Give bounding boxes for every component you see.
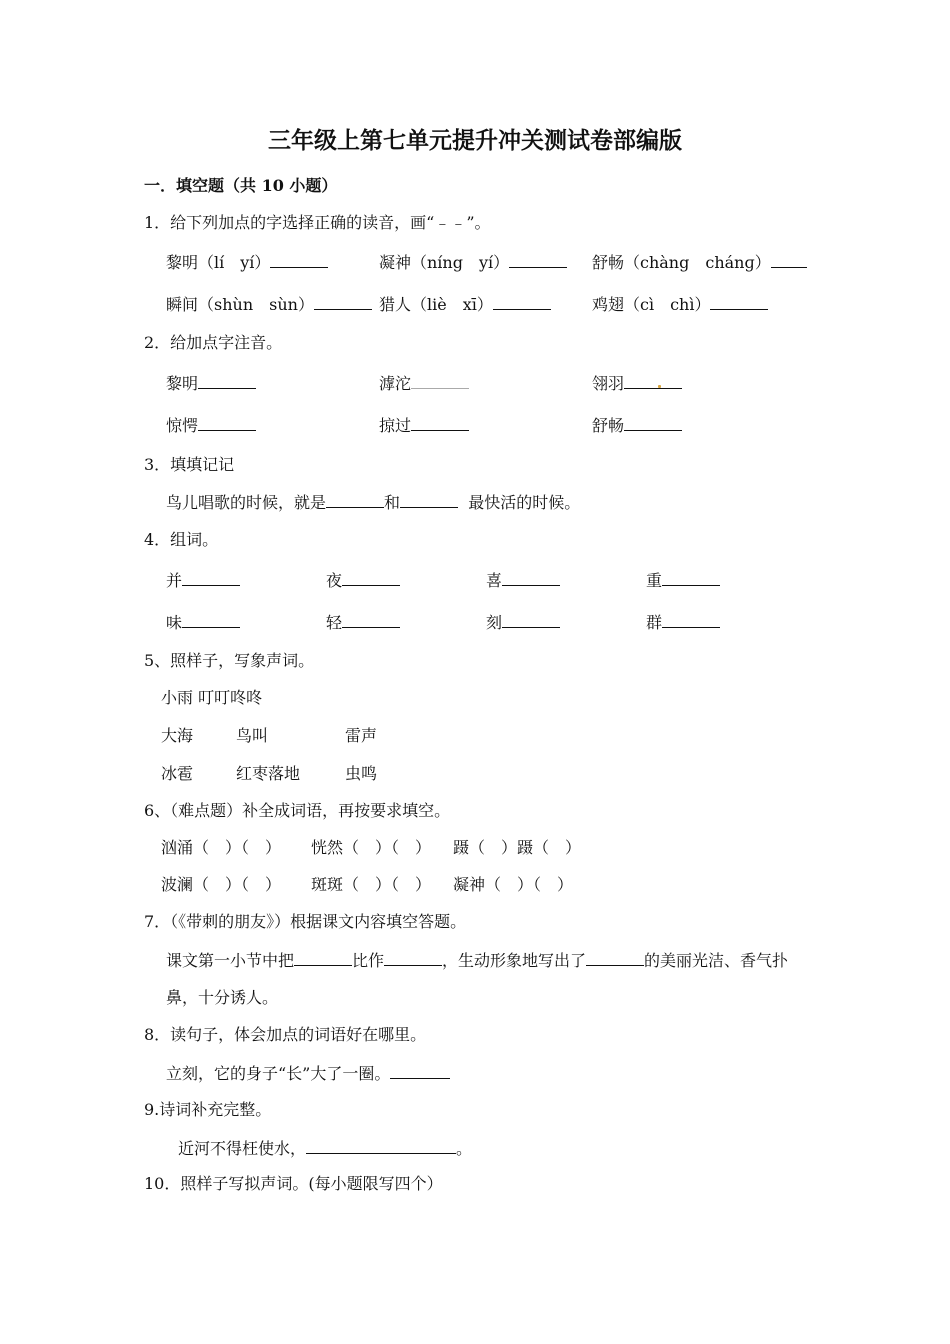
q4-prompt: 4．组词。 [144,530,219,549]
q2-item: 掠过 [379,415,469,436]
section-heading: 一．填空题（共 10 小题） [144,176,338,195]
answer-blank[interactable] [624,415,682,431]
q1-item: 瞬间（shùn sùn） [166,294,372,315]
answer-blank[interactable] [586,950,644,966]
q5-item: 红枣落地 [236,764,301,783]
q6-item: 凝神（ ）（ ） [453,875,574,894]
q2-item: 翎羽 [592,373,682,394]
q4-item: 群 [646,612,720,633]
answer-blank[interactable] [182,612,240,628]
q1-item: 鸡翅（cì chì） [592,294,768,315]
answer-blank[interactable] [411,373,469,389]
answer-blank[interactable] [314,294,372,310]
q7-sentence-continued: 鼻，十分诱人。 [166,988,279,1007]
q8-sentence: 立刻，它的身子“长”大了一圈。 [166,1063,450,1084]
answer-blank[interactable] [384,950,442,966]
q4-item: 并 [166,570,240,591]
answer-blank[interactable] [182,570,240,586]
answer-blank[interactable] [198,415,256,431]
answer-blank[interactable] [342,570,400,586]
q5-item: 大海 [161,726,194,745]
q4-item: 轻 [326,612,400,633]
q2-item: 舒畅 [592,415,682,436]
q10-prompt: 10．照样子写拟声词。(每小题限写四个） [144,1174,443,1193]
q2-item: 滹沱 [379,373,469,394]
answer-blank[interactable] [662,612,720,628]
q3-sentence: 鸟儿唱歌的时候，就是 和 最快活的时候。 [166,493,581,512]
answer-blank[interactable] [411,415,469,431]
answer-blank[interactable] [390,1063,450,1079]
answer-blank[interactable] [270,252,328,268]
q8-prompt: 8．读句子，体会加点的词语好在哪里。 [144,1025,427,1044]
answer-blank[interactable] [400,492,458,508]
q5-item: 虫鸣 [345,764,378,783]
q6-item: 恍然（ ）（ ） [311,838,432,857]
answer-blank[interactable] [326,492,384,508]
answer-blank[interactable] [662,570,720,586]
q7-prompt: 7．（《带刺的朋友》）根据课文内容填空答题。 [144,912,467,931]
q9-prompt: 9.诗词补充完整。 [144,1100,272,1119]
q1-item: 猎人（liè xī） [379,294,551,315]
stray-mark [658,385,661,388]
q4-item: 刻 [486,612,560,633]
q4-item: 夜 [326,570,400,591]
q6-item: 汹涌（ ）（ ） [161,838,282,857]
answer-blank[interactable] [509,252,567,268]
q1-item: 黎明（lí yí） [166,252,328,273]
answer-blank[interactable] [342,612,400,628]
answer-blank[interactable] [710,294,768,310]
answer-blank[interactable] [624,373,682,389]
q4-item: 味 [166,612,240,633]
q9-poem-line: 近河不得枉使水， 。 [178,1139,473,1158]
q3-prompt: 3．填填记记 [144,455,235,474]
q2-item: 惊愕 [166,415,256,436]
q4-item: 喜 [486,570,560,591]
q6-prompt: 6、（难点题）补全成词语，再按要求填空。 [144,801,451,820]
q2-prompt: 2．给加点字注音。 [144,333,283,352]
answer-blank[interactable] [306,1138,456,1154]
answer-blank[interactable] [771,252,807,268]
q7-sentence: 课文第一小节中把 比作 ，生动形象地写出了 的美丽光洁、香气扑 [166,951,789,970]
q1-item: 凝神（níng yí） [379,252,567,273]
q5-example: 小雨 叮叮咚咚 [161,688,263,707]
q2-item: 黎明 [166,373,256,394]
q5-item: 冰雹 [161,764,194,783]
answer-blank[interactable] [502,612,560,628]
answer-blank[interactable] [493,294,551,310]
q5-item: 鸟叫 [236,726,269,745]
answer-blank[interactable] [294,950,352,966]
answer-blank[interactable] [502,570,560,586]
q5-item: 雷声 [345,726,378,745]
q1-item: 舒畅（chàng chánɡ） [592,252,807,273]
page-title: 三年级上第七单元提升冲关测试卷部编版 [268,127,682,154]
q6-item: 波澜（ ）（ ） [161,875,282,894]
q6-item: 蹑（ ）蹑（ ） [453,838,582,857]
q4-item: 重 [646,570,720,591]
answer-blank[interactable] [198,373,256,389]
q5-prompt: 5、照样子，写象声词。 [144,651,315,670]
q1-prompt: 1．给下列加点的字选择正确的读音，画“﹣﹣”。 [144,213,491,232]
q6-item: 斑斑（ ）（ ） [311,875,432,894]
